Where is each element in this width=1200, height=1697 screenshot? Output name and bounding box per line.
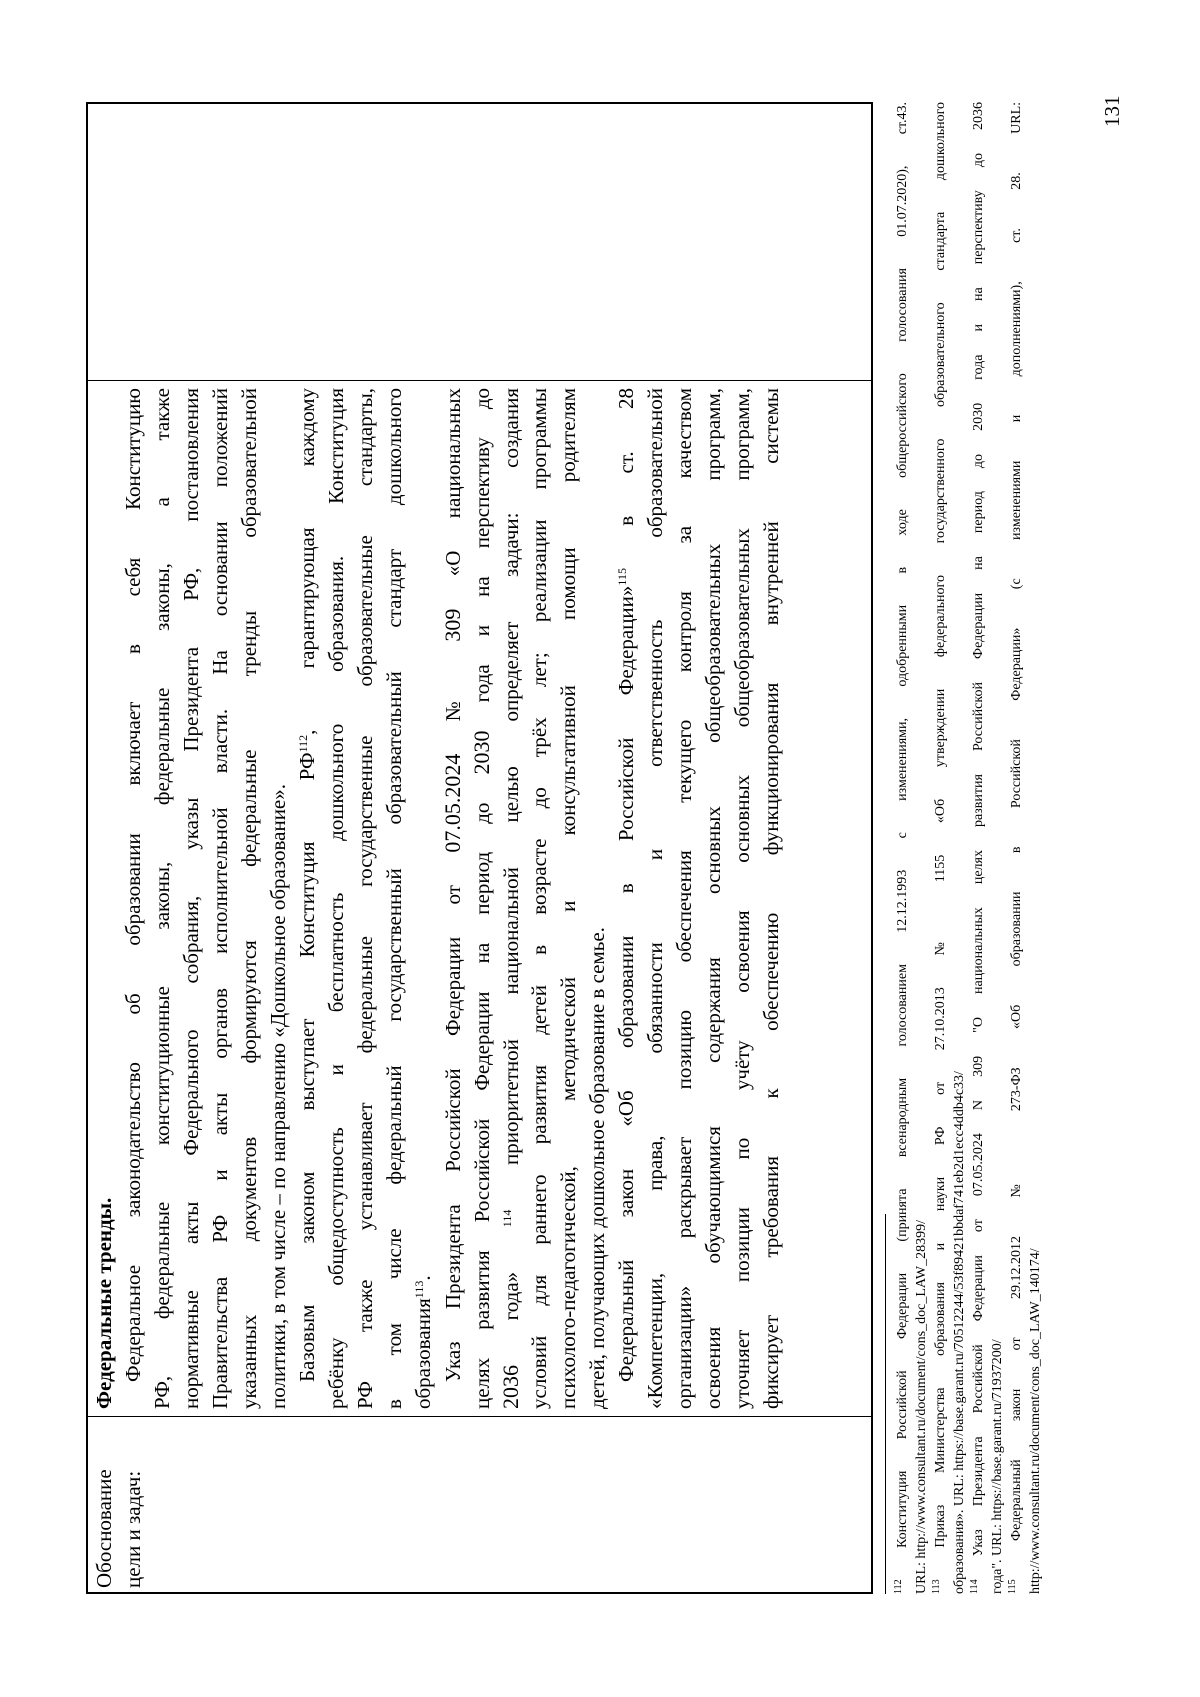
p3-text: приоритетной национальной целью определяет задачи: создания bbox=[499, 387, 523, 1210]
p4-text: в ст. 28 bbox=[614, 388, 638, 569]
p2-text: образования bbox=[411, 1298, 435, 1409]
year-2030: 2030 bbox=[469, 730, 494, 775]
p3-line-1 bbox=[438, 388, 467, 1382]
footnote-115-line-1 bbox=[1007, 102, 1026, 1594]
p1-line-1: Федеральное законодательство об образовании включает в себя Конституцию bbox=[121, 388, 145, 1382]
row-label-cell bbox=[88, 1416, 871, 1592]
p3-text: года» bbox=[499, 1227, 523, 1365]
p2-line-5 bbox=[409, 388, 438, 1409]
footnote-number: 113 bbox=[931, 1579, 942, 1594]
footnote-separator bbox=[885, 1214, 886, 1594]
footnote-ref-113[interactable]: 113 bbox=[412, 1280, 426, 1299]
footnote-112-line-2: URL: http://www.consultant.ru/document/cons_doc_LAW_28399/ bbox=[914, 1220, 929, 1594]
p3-text: «О национальных bbox=[441, 388, 465, 609]
decree-number: 309 bbox=[440, 608, 465, 642]
year-2036: 2036 bbox=[498, 1365, 523, 1409]
footnote-113-line-1 bbox=[931, 102, 950, 1594]
footnote-text: Указ Президента Российской Федерации от 07.05.2024 N 309 "О национальных целях развития Российской Федерации на период до 2030 года и на перспективу до 2036 bbox=[971, 102, 986, 1557]
p3-text: Указ Президента Российской Федерации от bbox=[441, 852, 465, 1382]
p2-text: , гарантирующая каждому bbox=[295, 388, 319, 735]
p2-line-2: ребёнку общедоступность и бесплатность дошкольного образования. Конституция bbox=[324, 388, 348, 1409]
p1-line-4: Правительства РФ и акты органов исполнительной власти. На основании положений bbox=[208, 388, 232, 1409]
footnote-number: 114 bbox=[969, 1579, 980, 1594]
footnote-114-line-2: года". URL: https://base.garant.ru/71937200/ bbox=[990, 1339, 1005, 1594]
section-heading: Федеральные тренды. bbox=[92, 1197, 116, 1409]
p1-line-5: указанных документов формируются федеральные тренды образовательной bbox=[237, 388, 261, 1409]
p2-line-4: в том числе федеральный государственный образовательный стандарт дошкольного bbox=[382, 388, 406, 1409]
p1-line-3: нормативные акты Федерального собрания, указы Президента РФ, постановления bbox=[179, 388, 203, 1409]
p3-line-4: условий для раннего развития детей в возрасте до трёх лет; реализации программы bbox=[527, 388, 551, 1409]
footnote-text: Федеральный закон от 29.12.2012 № 273-ФЗ «Об образовании в Российской Федерации» (с изменениями и дополнениями), ст. 28. URL: bbox=[1009, 101, 1024, 1541]
p1-line-2: РФ, федеральные конституционные законы, федеральные законы, а также bbox=[150, 388, 174, 1409]
p3-text: целях развития Российской Федерации на период до bbox=[470, 774, 494, 1409]
footnote-114-line-1 bbox=[969, 102, 988, 1594]
p3-line-3 bbox=[496, 388, 525, 1409]
footnote-text: Приказ Министерства образования и науки РФ от 27.10.2013 № 1155 «Об утверждении федерального государственного образовательного стандарта дошкольного bbox=[933, 102, 948, 1548]
p3-text: года и на перспективу до bbox=[470, 388, 494, 731]
p3-text: № bbox=[441, 641, 465, 754]
footnote-ref-112[interactable]: 112 bbox=[296, 734, 310, 753]
p4-line-2: «Компетенции, права, обязанности и ответственность образовательной bbox=[643, 388, 667, 1409]
footnote-115-line-2: http://www.consultant.ru/document/cons_doc_LAW_140174/ bbox=[1028, 1248, 1043, 1594]
p1-line-6: политики, в том числе – по направлению «Дошкольное образование». bbox=[266, 783, 290, 1409]
p3-line-5: психолого-педагогической, методической и консультативной помощи родителям bbox=[556, 388, 580, 1409]
footnote-ref-114[interactable]: 114 bbox=[500, 1209, 514, 1228]
row-label-line-2: цели и задач: bbox=[121, 1470, 145, 1588]
justification-table bbox=[86, 102, 873, 1594]
footnote-ref-115[interactable]: 115 bbox=[615, 568, 629, 586]
footnote-number: 112 bbox=[893, 1579, 904, 1594]
content-cell bbox=[88, 380, 871, 1416]
page-number: 131 bbox=[1100, 95, 1124, 127]
p3-line-6: детей, получающих дошкольное образование в семье. bbox=[585, 927, 609, 1409]
p2-text: Базовым законом выступает Конституция РФ bbox=[295, 752, 319, 1382]
p2-line-3: РФ также устанавливает федеральные государственные образовательные стандарты, bbox=[353, 388, 377, 1409]
p4-line-3: организации» раскрывает позицию обеспечения текущего контроля за качеством bbox=[672, 388, 696, 1409]
p2-text: . bbox=[411, 1275, 435, 1281]
footnote-text: Конституция Российской Федерации (принята всенародным голосованием 12.12.1993 с изменениями, одобренными в ходе общероссийского голосования 01.07.2020), ст.43. bbox=[895, 101, 910, 1549]
row-label-line-1: Обоснование bbox=[92, 1469, 116, 1588]
p4-line-6: фиксирует требования к обеспечению функционирования внутренней системы bbox=[759, 388, 783, 1409]
empty-cell bbox=[88, 104, 871, 380]
footnote-113-line-2: образования». URL: https://base.garant.ru/70512244/53f89421bbdaf741eb2d1ecc4ddb4c33/ bbox=[952, 1071, 967, 1594]
decree-date: 07.05.2024 bbox=[440, 753, 465, 853]
p4-line-5: уточняет позиции по учёту освоения основных общеобразовательных программ, bbox=[730, 388, 754, 1409]
p4-line-1 bbox=[612, 388, 641, 1382]
p4-text: Федеральный закон «Об образовании в Российской Федерации» bbox=[614, 585, 638, 1382]
footnote-number: 115 bbox=[1007, 1579, 1018, 1594]
p4-line-4: освоения обучающимися содержания основных общеобразовательных программ, bbox=[701, 388, 725, 1409]
footnote-112-line-1 bbox=[893, 102, 912, 1594]
p2-line-1 bbox=[293, 388, 322, 1382]
p3-line-2 bbox=[467, 388, 496, 1409]
